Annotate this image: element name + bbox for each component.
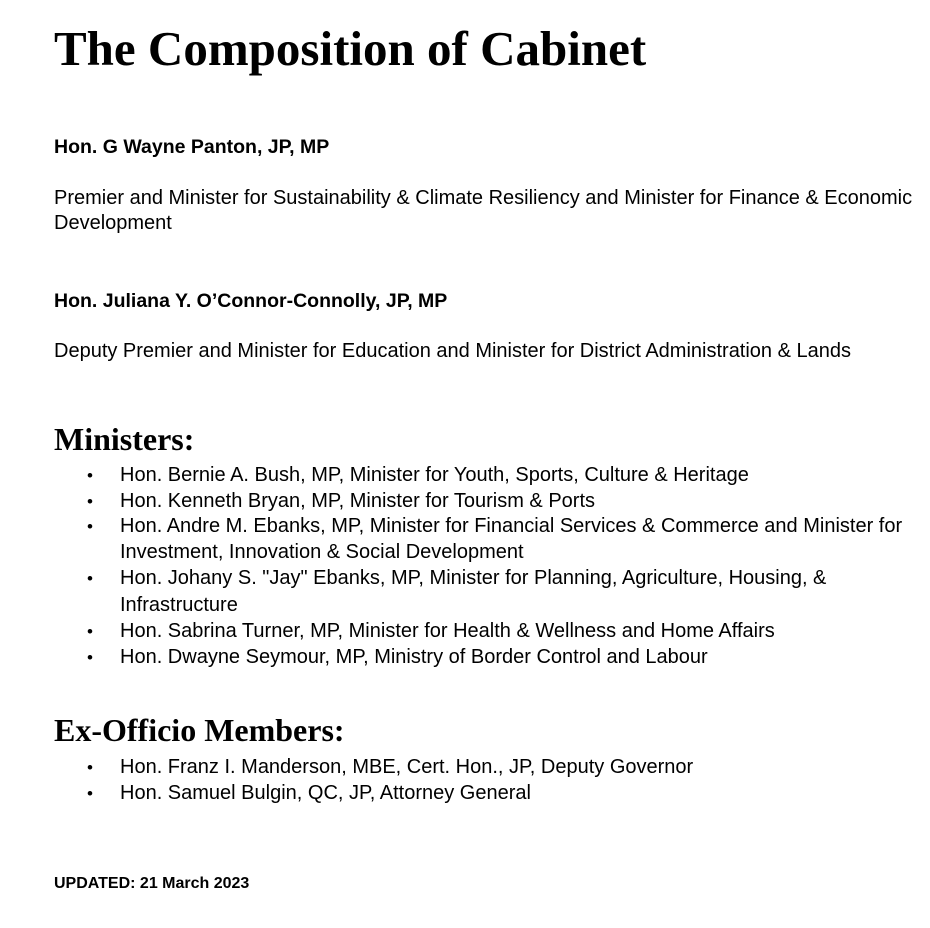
ex-officio-heading: Ex-Officio Members: bbox=[54, 712, 345, 748]
minister-entry: Hon. Bernie A. Bush, MP, Minister for Youth, Sports, Culture & Heritage bbox=[120, 464, 749, 486]
minister-entry: Hon. Dwayne Seymour, MP, Ministry of Border Control and Labour bbox=[120, 645, 708, 668]
bullet-icon: • bbox=[87, 622, 93, 641]
list-item bbox=[0, 514, 910, 565]
deputy-premier-role: Deputy Premier and Minister for Education and Minister for District Administration & Lands bbox=[54, 340, 852, 362]
list-item bbox=[0, 645, 910, 671]
ex-officio-list bbox=[0, 755, 930, 806]
minister-entry: Hon. Sabrina Turner, MP, Minister for Health & Wellness and Home Affairs bbox=[120, 620, 775, 642]
list-item bbox=[0, 463, 910, 489]
list-item bbox=[0, 781, 910, 807]
list-item bbox=[0, 619, 910, 645]
premier-role: Premier and Minister for Sustainability & Climate Resiliency and Minister for Finance & Economic Development bbox=[54, 187, 913, 234]
ex-officio-entry: Hon. Samuel Bulgin, QC, JP, Attorney General bbox=[120, 781, 531, 804]
minister-entry: Hon. Kenneth Bryan, MP, Minister for Tourism & Ports bbox=[120, 489, 596, 512]
ministers-list bbox=[0, 463, 930, 670]
minister-entry: Hon. Andre M. Ebanks, MP, Minister for Financial Services & Commerce and Minister for Investment, Innovation & Social Development bbox=[120, 515, 903, 563]
list-item bbox=[0, 755, 910, 781]
ex-officio-entry: Hon. Franz I. Manderson, MBE, Cert. Hon., JP, Deputy Governor bbox=[120, 756, 694, 778]
list-item bbox=[0, 565, 910, 619]
minister-entry: Hon. Johany S. "Jay" Ebanks, MP, Minister for Planning, Agriculture, Housing, & Infrastructure bbox=[120, 567, 827, 616]
bullet-icon: • bbox=[87, 569, 93, 588]
ministers-heading: Ministers: bbox=[54, 421, 195, 457]
premier-name: Hon. G Wayne Panton, JP, MP bbox=[54, 136, 330, 158]
bullet-icon: • bbox=[87, 517, 93, 536]
bullet-icon: • bbox=[87, 783, 93, 803]
bullet-icon: • bbox=[87, 647, 93, 667]
list-item bbox=[0, 489, 910, 515]
bullet-icon: • bbox=[87, 466, 93, 485]
page-title: The Composition of Cabinet bbox=[54, 21, 647, 76]
bullet-icon: • bbox=[87, 758, 93, 777]
deputy-premier-name: Hon. Juliana Y. O’Connor-Connolly, JP, MP bbox=[54, 290, 448, 312]
bullet-icon: • bbox=[87, 491, 93, 511]
updated-date: UPDATED: 21 March 2023 bbox=[54, 875, 250, 892]
